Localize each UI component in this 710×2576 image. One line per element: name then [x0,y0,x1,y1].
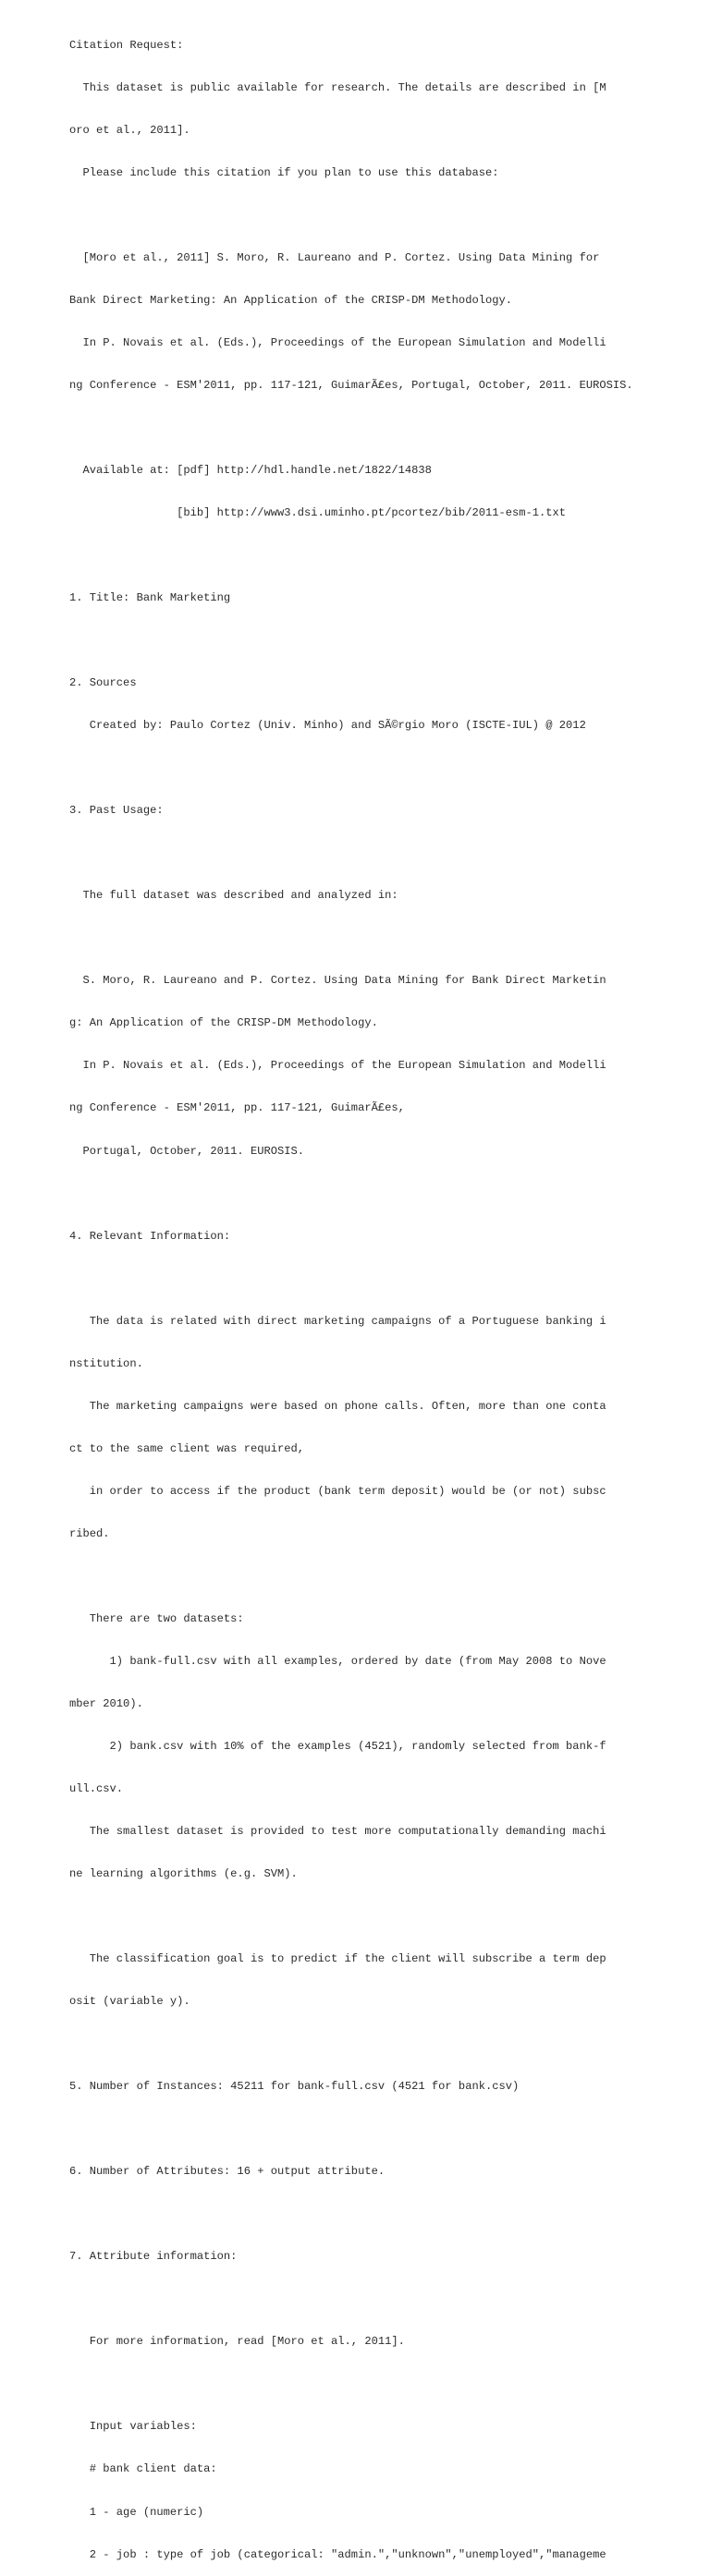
text-line: oro et al., 2011]. [69,123,190,137]
document-text [69,10,707,2576]
section-relevant-information: 4. Relevant Information: [69,1229,231,1243]
blank-line [69,209,707,223]
section-title: 1. Title: Bank Marketing [69,591,231,605]
text-line: In P. Novais et al. (Eds.), Proceedings of the European Simulation and Modelli [69,1059,606,1073]
text-line: The marketing campaigns were based on phone calls. Often, more than one conta [69,1399,606,1413]
blank-line [69,846,707,860]
blank-line [69,2037,707,2051]
text-line: 2) bank.csv with 10% of the examples (4521), randomly selected from bank-f [69,1739,606,1753]
text-line: g: An Application of the CRISP-DM Methodology. [69,1016,378,1030]
blank-line [69,1910,707,1924]
section-past-usage: 3. Past Usage: [69,804,164,818]
text-line: 2 - job : type of job (categorical: "admin.","unknown","unemployed","manageme [69,2547,606,2561]
text-line: Portugal, October, 2011. EUROSIS. [69,1144,305,1158]
blank-line [69,1272,707,1286]
citation-heading: Citation Request: [69,38,184,52]
text-line: The data is related with direct marketing campaigns of a Portuguese banking i [69,1314,606,1328]
bib-link-line: [bib] http://www3.dsi.uminho.pt/pcortez/bib/2011-esm-1.txt [69,506,567,520]
text-line: Bank Direct Marketing: An Application of the CRISP-DM Methodology. [69,293,512,307]
blank-line [69,2377,707,2391]
text-line: The smallest dataset is provided to test more computationally demanding machi [69,1825,606,1838]
text-line: ng Conference - ESM'2011, pp. 117-121, GuimarÃ£es, [69,1101,405,1115]
blank-line [69,2207,707,2221]
text-line: in order to access if the product (bank term deposit) would be (or not) subsc [69,1484,606,1498]
text-line: Input variables: [69,2420,197,2434]
pdf-link-line: Available at: [pdf] http://hdl.handle.net/1822/14838 [69,464,432,477]
text-line: In P. Novais et al. (Eds.), Proceedings of the European Simulation and Modelli [69,335,606,349]
text-line: 1) bank-full.csv with all examples, ordered by date (from May 2008 to Nove [69,1654,606,1668]
section-number-of-attributes: 6. Number of Attributes: 16 + output attribute. [69,2165,386,2179]
text-line: ull.csv. [69,1781,124,1795]
text-line: osit (variable y). [69,1995,190,2009]
text-line: S. Moro, R. Laureano and P. Cortez. Using Data Mining for Bank Direct Marketin [69,974,606,988]
text-line: # bank client data: [69,2462,217,2476]
blank-line [69,549,707,563]
text-line: There are two datasets: [69,1611,244,1625]
blank-line [69,634,707,648]
text-line: mber 2010). [69,1696,143,1710]
section-sources: 2. Sources [69,676,137,690]
section-number-of-instances: 5. Number of Instances: 45211 for bank-full.csv (4521 for bank.csv) [69,2080,520,2094]
text-line: The classification goal is to predict if the client will subscribe a term dep [69,1952,606,1966]
text-line: 1 - age (numeric) [69,2505,204,2519]
blank-line [69,761,707,775]
blank-line [69,1187,707,1201]
text-line: The full dataset was described and analyzed in: [69,889,398,903]
text-line: [Moro et al., 2011] S. Moro, R. Laureano and P. Cortez. Using Data Mining for [69,250,600,264]
blank-line [69,421,707,435]
text-line: ct to the same client was required, [69,1441,305,1455]
text-line: For more information, read [Moro et al., 2011]. [69,2335,405,2349]
text-line: Please include this citation if you plan to use this database: [69,165,499,179]
blank-line [69,931,707,945]
blank-line [69,2292,707,2306]
text-line: This dataset is public available for research. The details are described in [M [69,80,606,94]
text-line: nstitution. [69,1356,143,1370]
section-attribute-information: 7. Attribute information: [69,2250,238,2264]
text-line: ne learning algorithms (e.g. SVM). [69,1867,298,1881]
text-line: ng Conference - ESM'2011, pp. 117-121, GuimarÃ£es, Portugal, October, 2011. EUROSIS. [69,378,633,392]
blank-line [69,1570,707,1584]
text-line: ribed. [69,1526,110,1540]
blank-line [69,2122,707,2136]
text-line: Created by: Paulo Cortez (Univ. Minho) and SÃ©rgio Moro (ISCTE-IUL) @ 2012 [69,719,586,733]
